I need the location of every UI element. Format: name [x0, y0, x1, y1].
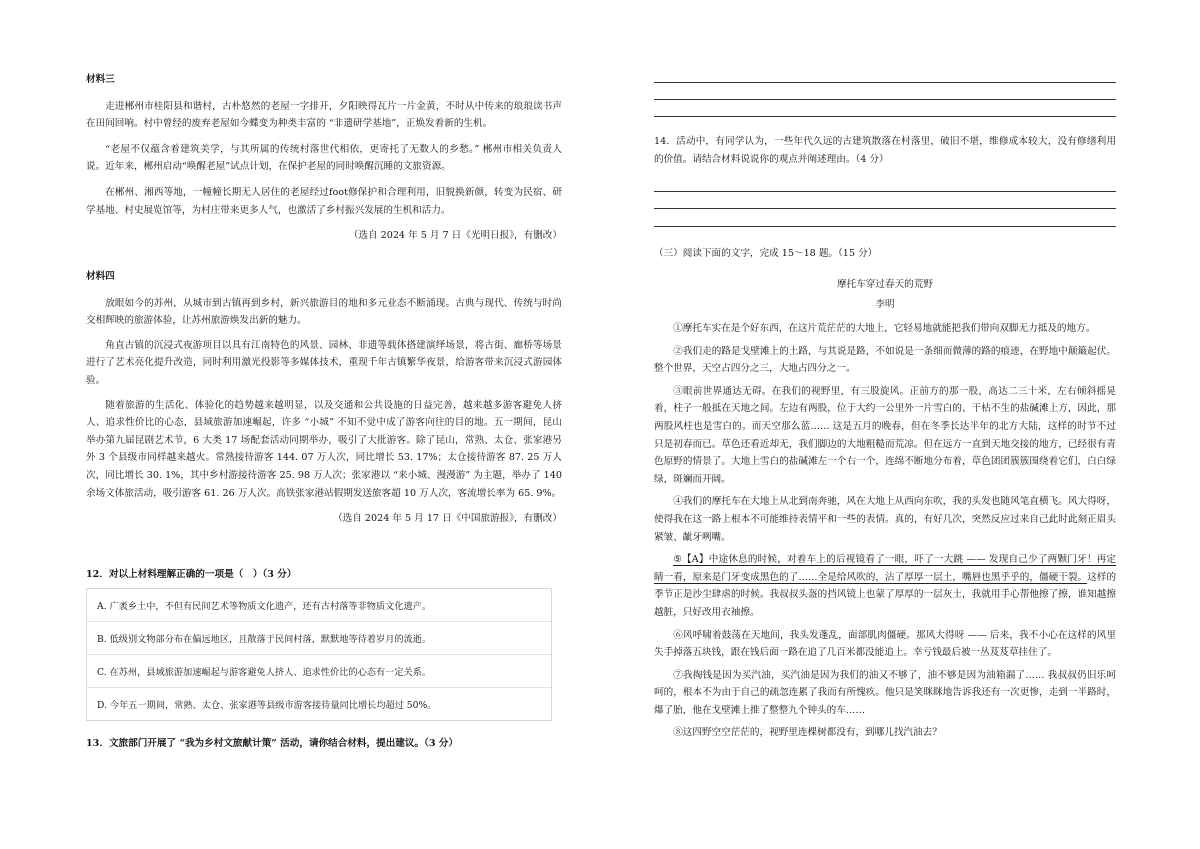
material-3-paragraph-3: 在郴州、湘西等地，一幢幢长期无人居住的老屋经过foot修保护和合理利用，旧貌换新颜，转变为民宿、研学基地、村史展览馆等，为村庄带来更多人气，也激活了乡村振兴发展的生机和活力。 [86, 186, 562, 216]
material-4 [86, 268, 562, 528]
answer-line[interactable] [654, 82, 1116, 83]
story-body [654, 320, 1116, 742]
option-a[interactable]: A. 广袤乡土中，不但有民间艺术等物质文化遗产，还有古村落等非物质文化遗产。 [87, 589, 551, 622]
answer-line[interactable] [654, 99, 1116, 100]
answer-line[interactable] [654, 116, 1116, 117]
story-paragraph-6: ⑥风呼啸着鼓荡在天地间，我头发蓬乱，面部肌肉僵硬。那风大得呀 —— 后来，我不小心在这样的风里失手掉落五块钱，跟在钱后面一路在追了几百米都没能追上。幸亏钱最后被一丛芨芨草挂住了。 [654, 629, 1116, 659]
question-12: 12．对以上材料理解正确的一项是（ ）（3 分） [86, 569, 297, 580]
story-text: 这样的季节正是沙尘肆虐的时候。我叔叔头盔的挡风镜上也蒙了厚厚的一层灰土，我就用手心帮他擦了擦，谁知越擦越脏，只好改用衣袖擦。 [654, 571, 1117, 618]
material-3-paragraph-2: “老屋不仅蕴含着建筑美学，与其所属的传统村落世代相依，更寄托了无数人的乡愁。” 郴州市相关负责人说。近年来，郴州启动“唤醒老屋”试点计划，在保护老屋的同时唤醒沉睡的文旅资源。 [86, 143, 562, 173]
question-12-options [86, 588, 552, 721]
option-d[interactable]: D. 今年五一期间，常熟、太仓、张家港等县级市游客接待量同比增长均超过 50%。 [97, 700, 437, 711]
material-3-source: （选自 2024 年 5 月 7 日《光明日报》，有删改） [348, 230, 562, 242]
underlined-sentence: 僵硬干裂。 [1039, 571, 1088, 583]
story-paragraph-5 [654, 551, 1116, 621]
option-c[interactable]: C. 在苏州，县域旅游加速崛起与游客避免人挤人、追求性价比的心态有一定关系。 [87, 655, 551, 688]
material-4-paragraph-3: 随着旅游的生活化、体验化的趋势越来越明显，以及交通和公共设施的日益完善，越来越多游客避免人挤人、追求性价比的心态，县域旅游加速崛起，许多 “小城” 不知不觉中成了游客向往的目的地。五一期间，昆山举办第九届昆剧艺术节，6 大类 17 场配套活动同期举办，吸引了大批游客。除了昆山，常熟、太仓、张家港另外 3 个县级市同样越来越火。常熟接待游客 144. 07 万人次，同比增长 53. 17%；太仓接待游客 87. 25 万人次，同比增长 30. 1%，其中乡村游接待游客 25. 98 万人次；张家港以 “来小城、漫漫游” 为主题，举办了 140 余场文体旅活动，吸引游客 61. 26 万人次。高铁张家港站假期发送旅客超 10 万人次，客流增长率为 65. 9%。 [86, 399, 562, 499]
story-paragraph-8: ⑧这四野空空茫茫的，视野里连棵树都没有，到哪儿找汽油去？ [673, 727, 942, 739]
underlined-sentence: 全是给风吹的，沾了厚厚一层土，嘴唇也黑乎乎的， [817, 571, 1040, 583]
answer-line[interactable] [654, 208, 1116, 209]
material-3-paragraph-1: 走进郴州市桂阳县和谐村，古朴悠然的老屋一字排开，夕阳映得瓦片一片金黄，不时从中传来的琅琅读书声在田间回响。村中曾经的废弃老屋如今蝶变为种类丰富的 “非遗研学基地”，正焕发着新的生机。 [86, 100, 562, 130]
underline-a-label: ⑤【A】中途休息的时候， [673, 554, 788, 566]
section-3-instruction: （三）阅读下面的文字，完成 15～18 题。（15 分） [654, 248, 878, 259]
answer-line[interactable] [654, 191, 1116, 192]
story-paragraph-2: ②我们走的路是戈壁滩上的土路，与其说是路，不如说是一条细而微薄的路的痕迹，在野地中颠簸起伏。整个世界，天空占四分之三，大地占四分之一。 [654, 345, 1116, 375]
question-14: 14．活动中，有同学认为，一些年代久远的古建筑散落在村落里，破旧不堪，维修成本较大，没有修缮利用的价值。请结合材料说说你的观点并阐述理由。（4 分） [654, 136, 1116, 165]
option-b[interactable]: B. 低级别文物部分布在偏远地区，且散落于民间村落，默默地等待着岁月的流逝。 [87, 622, 551, 655]
material-4-paragraph-2: 角直古镇的沉浸式夜游项目以具有江南特色的风景、园林、非遗等载体搭建演绎场景，将古街、廊桥等场景进行了艺术亮化提升改造，同时利用激光投影等多媒体技术，重现千年古镇繁华夜景，给游客带来沉浸式游园体验。 [86, 339, 562, 386]
story-paragraph-7: ⑦我掏钱是因为买汽油，买汽油是因为我们的油又不够了，油不够是因为油箱漏了…… 我叔叔仍旧乐呵呵的，根本不为由于自己的疏忽连累了我而有所愧疚。他只是笑眯眯地告诉我还有一次更惨，走到一半路时，爆了胎，他在戈壁滩上推了整整九个钟头的车…… [654, 669, 1116, 716]
answer-line[interactable] [654, 226, 1116, 227]
material-4-title: 材料四 [86, 271, 115, 282]
underlined-sentence: 对着车上的后视镜看了一眼，吓了一大跳 —— 发现自己少了两颗门牙！再定睛一看，原来是门牙变成黑色的了…… [654, 554, 1116, 583]
material-4-paragraph-1: 放眼如今的苏州，从城市到古镇再到乡村，新兴旅游目的地和多元业态不断涌现。古典与现代、传统与时尚交相辉映的旅游体验，让苏州旅游焕发出新的魅力。 [86, 297, 562, 327]
story-paragraph-1: ①摩托车实在是个好东西，在这片荒茫茫的大地上，它轻易地就能把我们带向双脚无力抵及的地方。 [673, 323, 1096, 334]
question-13: 13．文旅部门开展了 “我为乡村文旅献计策” 活动，请你结合材料，提出建议。（3 分） [86, 738, 459, 749]
material-3-title: 材料三 [86, 74, 115, 85]
material-3 [86, 71, 562, 245]
story-title: 摩托车穿过春天的荒野 [837, 279, 933, 290]
story-author: 李明 [875, 299, 895, 310]
story-paragraph-4: ④我们的摩托车在大地上从北到南奔驰，风在大地上从西向东吹，我的头发也随风笔直横飞。风大得呀，使得我在这一路上根本不可能维持表情平和一些的表情。真的，有好几次，突然反应过来自己此时此刻正眉头紧皱、龇牙咧嘴。 [654, 496, 1116, 543]
story-paragraph-3: ③眼前世界通达无碍。在我们的视野里，有三股旋风。正前方的那一股，高达二三十米，左右倾斜摇晃着，柱子一般抵在天地之间。左边有两股，位于大约一公里外一片雪白的、干枯不生的盐碱滩上方，因此，那两股风柱也是雪白的。而天空那么蓝…… 这是五月的晚春，但在冬季长达半年的北方大陆，这样的时节不过只是初春而已。草色还看近却无，我们脚边的大地粗糙而荒凉。但在远方一直到天地交接的地方，已经很有青色原野的情景了。大地上雪白的盐碱滩左一个右一个，连绵不断地分布着，草色团团簇簇围绕着它们，白白绿绿，斑斓而开阔。 [654, 385, 1116, 485]
material-4-source: （选自 2024 年 5 月 17 日《中国旅游报》，有删改） [333, 513, 562, 525]
